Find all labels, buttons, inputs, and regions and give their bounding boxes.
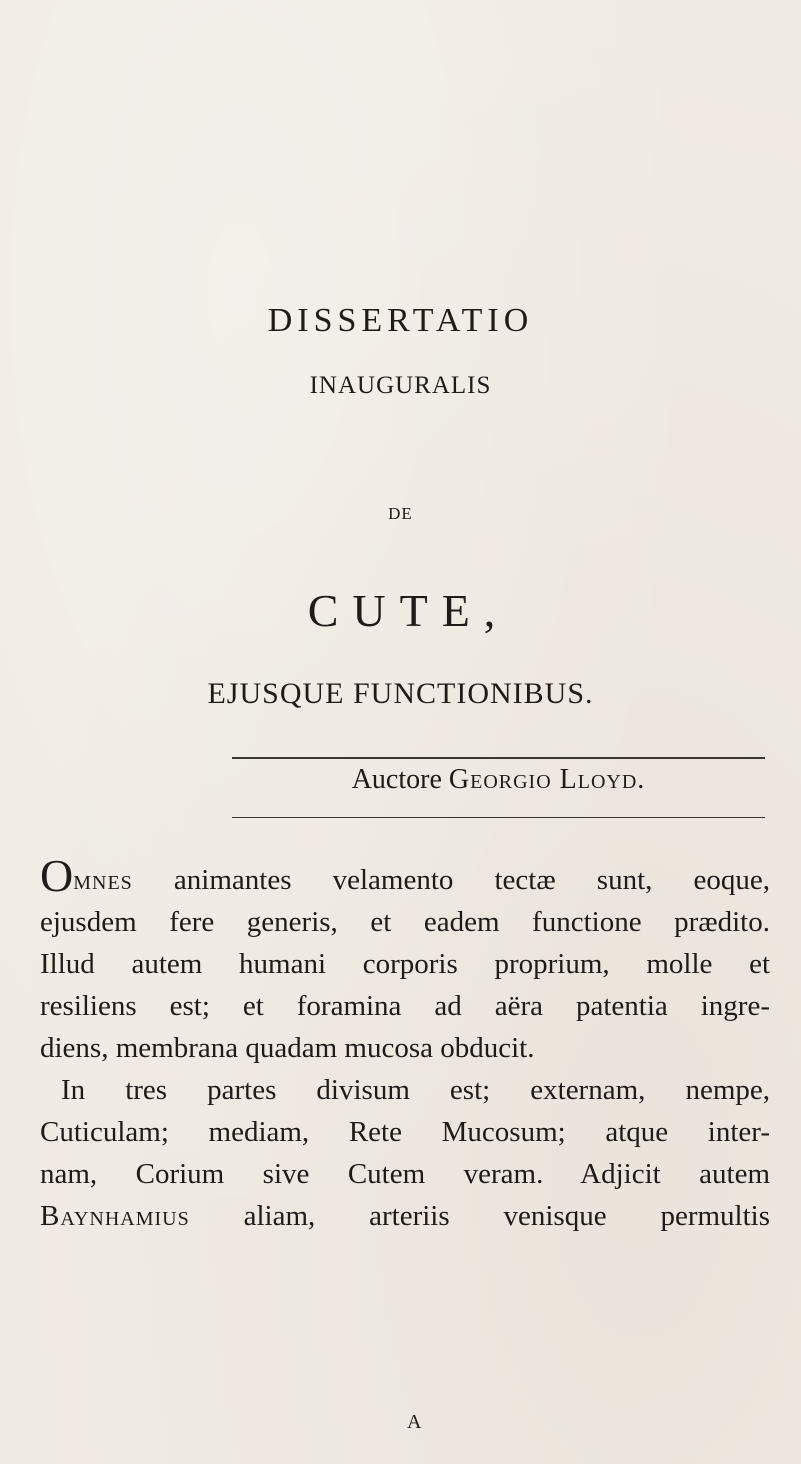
body-line: resiliens est; et foramina ad aëra patentia ingre- xyxy=(40,990,770,1022)
body-line: ejusdem fere generis, et eadem functione prædito. xyxy=(40,906,770,938)
signature-mark: A xyxy=(407,1411,422,1433)
body-line: diens, membrana quadam mucosa obducit. xyxy=(40,1032,535,1064)
body-line: Cuticulam; mediam, Rete Mucosum; atque inter- xyxy=(40,1116,770,1148)
body-line: nam, Corium sive Cutem veram. Adjicit autem xyxy=(40,1158,770,1190)
body-line xyxy=(40,850,770,901)
title-subject: CUTE, xyxy=(307,585,510,636)
body-text xyxy=(40,850,770,1237)
author-line xyxy=(232,764,765,796)
dissertation-subtitle: INAUGURALIS xyxy=(309,372,492,399)
body-line-text: aliam, arteriis venisque permultis xyxy=(189,1200,770,1232)
title-preposition: DE xyxy=(388,504,413,523)
body-line: Illud autem humani corporis proprium, molle et xyxy=(40,948,770,980)
dissertation-title: DISSERTATIO xyxy=(267,302,534,339)
body-line xyxy=(40,1195,770,1237)
author-prefix: Auctore xyxy=(351,764,442,795)
author-reference: Baynhamius xyxy=(40,1200,190,1232)
body-line: In tres partes divisum est; externam, nempe, xyxy=(61,1074,770,1106)
first-word-rest: mnes xyxy=(73,864,133,896)
title-subject-continuation: EJUSQUE FUNCTIONIBUS. xyxy=(207,677,594,710)
top-rule xyxy=(232,757,765,759)
bottom-rule xyxy=(232,817,765,818)
author-name: Georgio Lloyd. xyxy=(448,764,646,795)
drop-cap: O xyxy=(40,850,74,901)
body-line-text: animantes velamento tectæ sunt, eoque, xyxy=(132,864,770,896)
